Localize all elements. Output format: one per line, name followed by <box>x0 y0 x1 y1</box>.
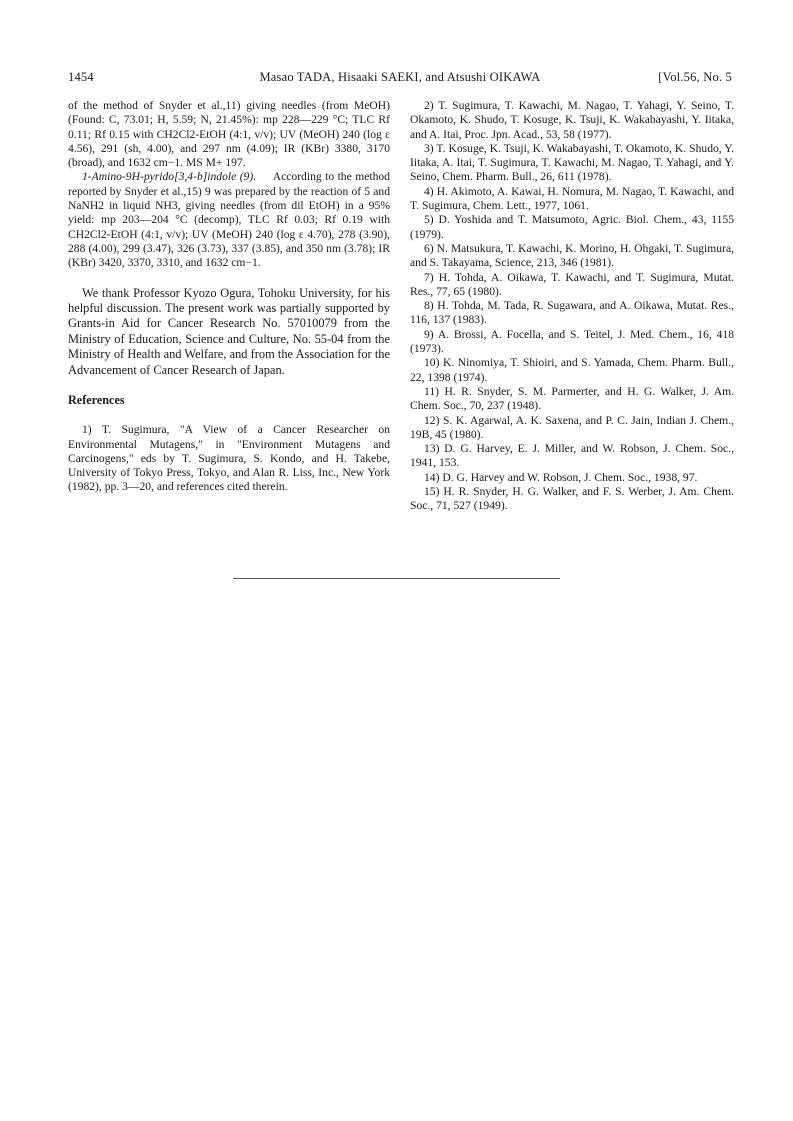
volume-info: [Vol.56, No. 5 <box>658 70 732 84</box>
reference-2: 2) T. Sugimura, T. Kawachi, M. Nagao, T. Yahagi, Y. Seino, T. Okamoto, K. Shudo, T. Kosuge, K. Tsuji, K. Wakabayashi, Y. Iitaka, and A. Itai, Proc. Jpn. Acad., 53, 58 (1977). <box>410 99 734 141</box>
reference-4: 4) H. Akimoto, A. Kawai, H. Nomura, M. Nagao, T. Kawachi, and T. Sugimura, Chem. Lett., 1977, 1061. <box>410 184 734 213</box>
compound-title: 1-Amino-9H-pyrido[3,4-b]indole (9). <box>82 170 257 184</box>
page-header <box>68 70 732 86</box>
right-column <box>410 99 734 514</box>
reference-1: 1) T. Sugimura, "A View of a Cancer Researcher on Environmental Mutagens," in "Environment Mutagens and Carcinogens," eds by T. Sugimura, S. Kondo, and H. Takebe, University of Tokyo Press, Tokyo, and Alan R. Liss, Inc., New York (1982), pp. 3—20, and references cited therein. <box>68 423 390 494</box>
acknowledgment: We thank Professor Kyozo Ogura, Tohoku University, for his helpful discussion. The present work was partially supported by Grants-in Aid for Cancer Research No. 57010079 from the Ministry of Education, Science and Culture, No. 55-04 from the Ministry of Health and Welfare, and from the Association for the Advancement of Cancer Research of Japan. <box>68 285 390 377</box>
reference-8: 8) H. Tohda, M. Tada, R. Sugawara, and A. Oikawa, Mutat. Res., 116, 137 (1983). <box>410 299 734 327</box>
reference-7: 7) H. Tohda, A. Oikawa, T. Kawachi, and T. Sugimura, Mutat. Res., 77, 65 (1980). <box>410 270 734 298</box>
running-authors: Masao TADA, Hisaaki SAEKI, and Atsushi OIKAWA <box>259 70 541 84</box>
reference-12: 12) S. K. Agarwal, A. K. Saxena, and P. C. Jain, Indian J. Chem., 19B, 45 (1980). <box>410 413 734 441</box>
compound-description: According to the method reported by Snyder et al.,15) 9 was prepared by the reaction of 5 and NaNH2 in liquid NH3, giving needles (from dil EtOH) in a 95% yield: mp 203—204 °C (decomp), TLC Rf 0.03; Rf 0.19 with CH2Cl2-EtOH (4:1, v/v); UV (MeOH) 240 (log ε 4.70), 278 (3.90), 288 (4.00), 299 (3.47), 326 (3.73), 337 (3.85), and 350 nm (3.78); IR (KBr) 3420, 3370, 3310, and 1632 cm−1. <box>68 170 390 270</box>
reference-13: 13) D. G. Harvey, E. J. Miller, and W. Robson, J. Chem. Soc., 1941, 153. <box>410 442 734 470</box>
experimental-paragraph-1: of the method of Snyder et al.,11) giving needles (from MeOH) (Found: C, 73.01; H, 5.59; N, 21.45%): mp 228—229 °C; TLC Rf 0.11; Rf 0.15 with CH2Cl2-EtOH (4:1, v/v); UV (MeOH) 240 (log ε 4.56), 291 (sh, 4.00), and 297 nm (4.09); IR (KBr) 3380, 3170 (broad), and 1632 cm−1. MS M+ 197. <box>68 99 390 170</box>
reference-15: 15) H. R. Snyder, H. G. Walker, and F. S. Werber, J. Am. Chem. Soc., 71, 527 (1949). <box>410 485 734 513</box>
reference-14: 14) D. G. Harvey and W. Robson, J. Chem. Soc., 1938, 97. <box>424 470 698 484</box>
left-column <box>68 99 390 495</box>
reference-6: 6) N. Matsukura, T. Kawachi, K. Morino, H. Ohgaki, T. Sugimura, and S. Takayama, Science, 213, 346 (1981). <box>410 241 734 270</box>
page-number: 1454 <box>68 70 94 84</box>
reference-11: 11) H. R. Snyder, S. M. Parmerter, and H. G. Walker, J. Am. Chem. Soc., 70, 237 (1948). <box>410 384 734 413</box>
reference-5: 5) D. Yoshida and T. Matsumoto, Agric. Biol. Chem., 43, 1155 (1979). <box>410 213 734 241</box>
experimental-paragraph-2 <box>68 170 390 270</box>
reference-9: 9) A. Brossi, A. Focella, and S. Teitel, J. Med. Chem., 16, 418 (1973). <box>410 327 734 356</box>
reference-10: 10) K. Ninomiya, T. Shioiri, and S. Yamada, Chem. Pharm. Bull., 22, 1398 (1974). <box>410 356 734 384</box>
end-rule <box>233 578 560 579</box>
reference-3: 3) T. Kosuge, K. Tsuji, K. Wakabayashi, T. Okamoto, K. Shudo, Y. Iitaka, A. Itai, T. Sugimura, T. Kawachi, M. Nagao, T. Yahagi, and Y. Seino, Chem. Pharm. Bull., 26, 611 (1978). <box>410 141 734 184</box>
references-heading: References <box>68 393 125 407</box>
